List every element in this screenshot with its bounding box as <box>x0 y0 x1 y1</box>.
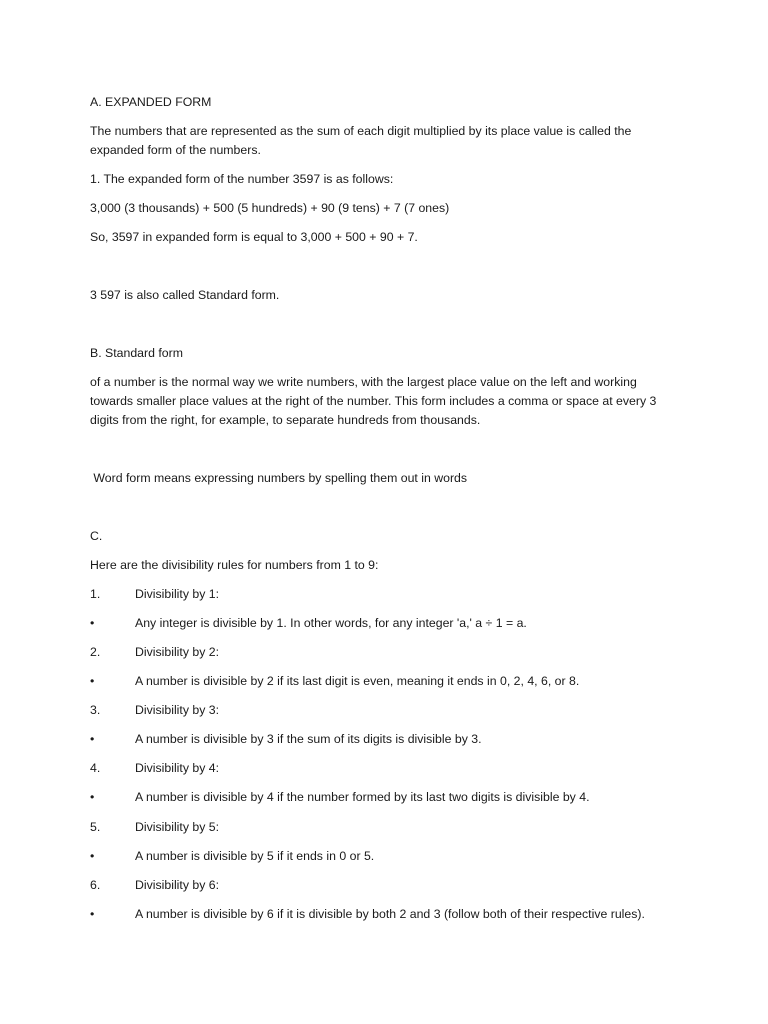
standard-form-note: 3 597 is also called Standard form. <box>90 288 280 302</box>
rule-text: A number is divisible by 3 if the sum of its digits is divisible by 3. <box>135 732 482 746</box>
section-b-definition-line-1: of a number is the normal way we write numbers, with the largest place value on the left and working <box>90 375 637 389</box>
rule-text: A number is divisible by 4 if the number formed by its last two digits is divisible by 4. <box>135 790 590 804</box>
example-intro: 1. The expanded form of the number 3597 is as follows: <box>90 172 394 186</box>
example-breakdown: 3,000 (3 thousands) + 500 (5 hundreds) + 90 (9 tens) + 7 (7 ones) <box>90 201 450 215</box>
section-b-definition-line-2: towards smaller place values at the right of the number. This form includes a comma or space at every 3 <box>90 394 657 408</box>
example-result: So, 3597 in expanded form is equal to 3,000 + 500 + 90 + 7. <box>90 230 418 244</box>
rule-text: A number is divisible by 2 if its last digit is even, meaning it ends in 0, 2, 4, 6, or 8. <box>135 674 580 688</box>
section-a-heading: A. EXPANDED FORM <box>90 95 212 109</box>
bullet-marker: • <box>90 616 95 630</box>
rule-title: Divisibility by 1: <box>135 587 220 601</box>
bullet-marker: • <box>90 849 95 863</box>
rule-number: 3. <box>90 703 101 717</box>
rule-text: Any integer is divisible by 1. In other words, for any integer 'a,' a ÷ 1 = a. <box>135 616 527 630</box>
bullet-marker: • <box>90 907 95 921</box>
section-b-definition-line-3: digits from the right, for example, to separate hundreds from thousands. <box>90 413 481 427</box>
word-form-note: Word form means expressing numbers by spelling them out in words <box>90 471 468 485</box>
rule-number: 4. <box>90 761 101 775</box>
section-a-definition-line-2: expanded form of the numbers. <box>90 143 261 157</box>
rule-number: 2. <box>90 645 101 659</box>
bullet-marker: • <box>90 790 95 804</box>
bullet-marker: • <box>90 674 95 688</box>
rule-title: Divisibility by 3: <box>135 703 220 717</box>
rule-title: Divisibility by 2: <box>135 645 220 659</box>
section-c-heading: C. <box>90 529 103 543</box>
rule-number: 1. <box>90 587 101 601</box>
rule-number: 6. <box>90 878 101 892</box>
rule-text: A number is divisible by 5 if it ends in 0 or 5. <box>135 849 375 863</box>
section-b-heading: B. Standard form <box>90 346 183 360</box>
rule-title: Divisibility by 4: <box>135 761 220 775</box>
bullet-marker: • <box>90 732 95 746</box>
section-c-intro: Here are the divisibility rules for numbers from 1 to 9: <box>90 558 379 572</box>
rule-title: Divisibility by 5: <box>135 820 220 834</box>
rule-title: Divisibility by 6: <box>135 878 220 892</box>
rule-number: 5. <box>90 820 101 834</box>
section-a-definition-line-1: The numbers that are represented as the sum of each digit multiplied by its place value is called the <box>90 124 632 138</box>
rule-text: A number is divisible by 6 if it is divisible by both 2 and 3 (follow both of their respective rules). <box>135 907 645 921</box>
